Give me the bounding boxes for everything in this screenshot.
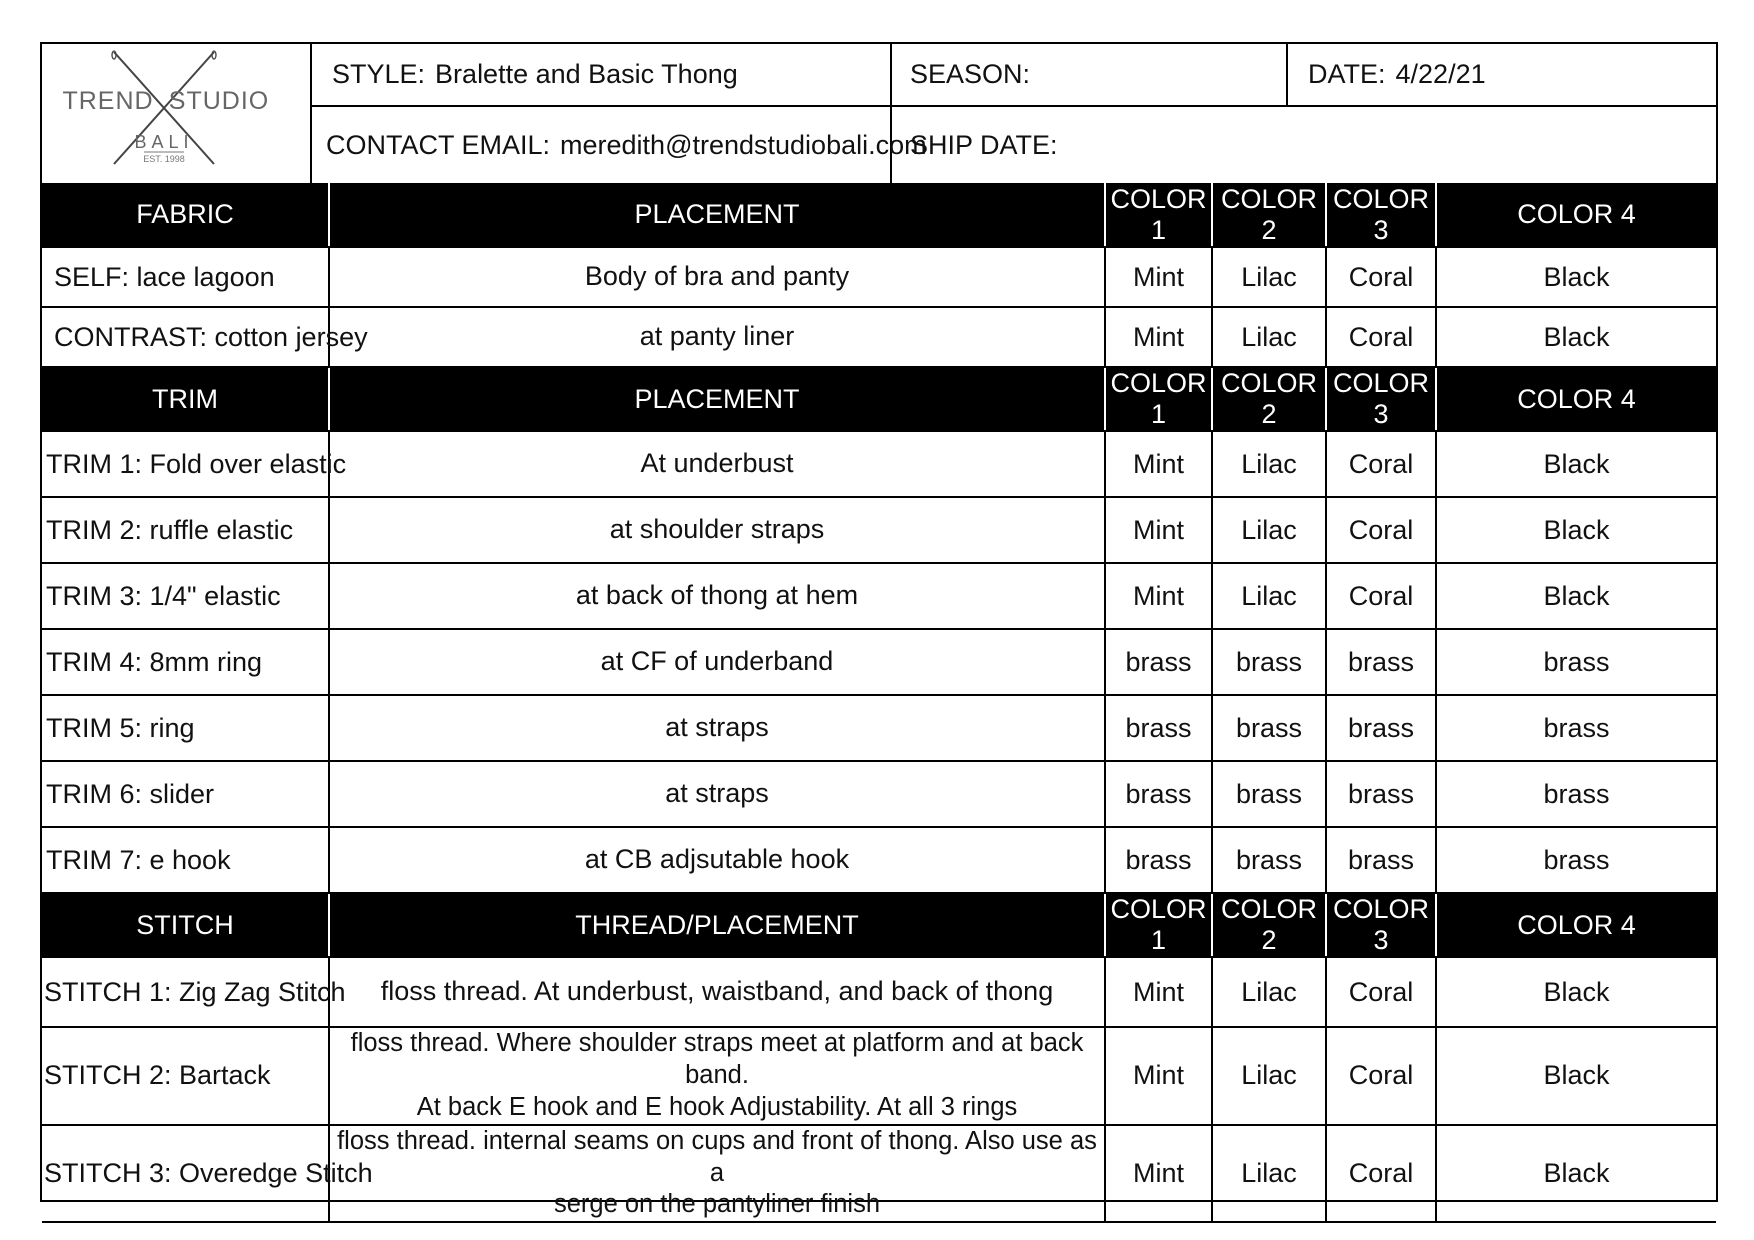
color-4: brass <box>1436 695 1716 761</box>
color-2: Lilac <box>1212 1027 1326 1125</box>
style-value: Bralette and Basic Thong <box>435 59 738 89</box>
header-cell: COLOR 4 <box>1436 893 1716 957</box>
color-4: Black <box>1436 957 1716 1027</box>
placement: at panty liner <box>329 307 1105 367</box>
bom-table <box>42 183 1716 1223</box>
color-4: Black <box>1436 1125 1716 1223</box>
header-cell: COLOR 2 <box>1212 893 1326 957</box>
placement: Body of bra and panty <box>329 247 1105 307</box>
table-row <box>42 761 1716 827</box>
table-row <box>42 957 1716 1027</box>
table-row <box>42 827 1716 893</box>
color-4: Black <box>1436 497 1716 563</box>
placement: floss thread. At underbust, waistband, and back of thong <box>329 957 1105 1027</box>
table-row <box>42 563 1716 629</box>
header-cell: COLOR 2 <box>1212 183 1326 247</box>
color-1: Mint <box>1105 1027 1212 1125</box>
spec-sheet <box>40 42 1718 1219</box>
color-1: Mint <box>1105 307 1212 367</box>
stitch-header-row <box>42 893 1716 957</box>
color-4: Black <box>1436 307 1716 367</box>
color-2: brass <box>1212 629 1326 695</box>
color-2: Lilac <box>1212 431 1326 497</box>
placement: at straps <box>329 695 1105 761</box>
header-cell: COLOR 3 <box>1326 367 1436 431</box>
season-label: SEASON: <box>910 59 1031 89</box>
crossed-needles-icon <box>42 44 308 181</box>
logo-text-studio: STUDIO <box>168 87 270 115</box>
fabric-header-row <box>42 183 1716 247</box>
color-4: Black <box>1436 563 1716 629</box>
item-name: SELF: lace lagoon <box>42 247 329 307</box>
color-2: brass <box>1212 695 1326 761</box>
logo-text-trend: TREND <box>62 87 154 115</box>
placement <box>329 1027 1105 1125</box>
item-name: TRIM 1: Fold over elastic <box>42 431 329 497</box>
header-cell: COLOR 4 <box>1436 367 1716 431</box>
color-3: Coral <box>1326 307 1436 367</box>
color-1: Mint <box>1105 563 1212 629</box>
header-cell: STITCH <box>42 893 329 957</box>
style-field <box>312 44 892 107</box>
color-4: Black <box>1436 247 1716 307</box>
color-1: brass <box>1105 695 1212 761</box>
item-name: STITCH 1: Zig Zag Stitch <box>42 957 329 1027</box>
table-row <box>42 629 1716 695</box>
header-cell: TRIM <box>42 367 329 431</box>
color-1: Mint <box>1105 957 1212 1027</box>
ship-date-field <box>892 107 1716 183</box>
placement: at CB adjsutable hook <box>329 827 1105 893</box>
header-cell: PLACEMENT <box>329 183 1105 247</box>
table-row <box>42 1125 1716 1223</box>
logo-text-est: EST. 1998 <box>143 154 185 164</box>
color-2: Lilac <box>1212 957 1326 1027</box>
placement: at straps <box>329 761 1105 827</box>
placement-line: At back E hook and E hook Adjustability. At all 3 rings <box>416 1092 1018 1121</box>
ship-date-label: SHIP DATE: <box>910 129 1058 160</box>
header-cell: COLOR 3 <box>1326 183 1436 247</box>
header-cell: THREAD/PLACEMENT <box>329 893 1105 957</box>
color-1: Mint <box>1105 431 1212 497</box>
color-1: brass <box>1105 629 1212 695</box>
date-field <box>1288 44 1716 107</box>
color-3: Coral <box>1326 563 1436 629</box>
color-3: Coral <box>1326 1027 1436 1125</box>
email-label: CONTACT EMAIL: <box>326 129 551 160</box>
color-1: Mint <box>1105 247 1212 307</box>
contact-email-field <box>312 107 927 183</box>
color-3: Coral <box>1326 497 1436 563</box>
table-row <box>42 695 1716 761</box>
color-1: Mint <box>1105 497 1212 563</box>
color-4: brass <box>1436 827 1716 893</box>
color-2: Lilac <box>1212 1125 1326 1223</box>
header-cell: COLOR 4 <box>1436 183 1716 247</box>
sheet-header <box>42 44 1716 183</box>
header-cell: COLOR 3 <box>1326 893 1436 957</box>
logo-text-bali: BALI <box>134 132 194 152</box>
table-row <box>42 307 1716 367</box>
placement: at shoulder straps <box>329 497 1105 563</box>
header-cell: FABRIC <box>42 183 329 247</box>
header-cell: COLOR 1 <box>1105 183 1212 247</box>
date-label: DATE: <box>1308 59 1386 89</box>
header-cell: COLOR 1 <box>1105 367 1212 431</box>
color-1: Mint <box>1105 1125 1212 1223</box>
table-row <box>42 1027 1716 1125</box>
header-cell: PLACEMENT <box>329 367 1105 431</box>
header-cell: COLOR 2 <box>1212 367 1326 431</box>
color-1: brass <box>1105 827 1212 893</box>
date-value: 4/22/21 <box>1395 59 1486 89</box>
placement: at back of thong at hem <box>329 563 1105 629</box>
placement-line: floss thread. internal seams on cups and front of thong. Also use as a <box>337 1126 1097 1187</box>
placement: At underbust <box>329 431 1105 497</box>
item-name: CONTRAST: cotton jersey <box>42 307 329 367</box>
color-3: brass <box>1326 827 1436 893</box>
color-2: brass <box>1212 827 1326 893</box>
color-4: Black <box>1436 1027 1716 1125</box>
color-2: Lilac <box>1212 497 1326 563</box>
placement-line: serge on the pantyliner finish <box>553 1190 881 1219</box>
item-name: TRIM 5: ring <box>42 695 329 761</box>
color-2: Lilac <box>1212 563 1326 629</box>
item-name: TRIM 4: 8mm ring <box>42 629 329 695</box>
color-2: brass <box>1212 761 1326 827</box>
color-1: brass <box>1105 761 1212 827</box>
placement-line: floss thread. Where shoulder straps meet at platform and at back band. <box>350 1029 1084 1089</box>
color-3: brass <box>1326 629 1436 695</box>
color-2: Lilac <box>1212 307 1326 367</box>
item-name: TRIM 2: ruffle elastic <box>42 497 329 563</box>
item-name: STITCH 2: Bartack <box>42 1027 329 1125</box>
trim-header-row <box>42 367 1716 431</box>
email-value: meredith@trendstudiobali.com <box>560 129 927 160</box>
placement <box>329 1125 1105 1223</box>
season-field <box>892 44 1288 107</box>
item-name: TRIM 7: e hook <box>42 827 329 893</box>
placement: at CF of underband <box>329 629 1105 695</box>
color-4: brass <box>1436 761 1716 827</box>
style-label: STYLE: <box>332 59 426 89</box>
color-3: Coral <box>1326 957 1436 1027</box>
color-3: brass <box>1326 761 1436 827</box>
item-name: TRIM 3: 1/4" elastic <box>42 563 329 629</box>
brand-logo <box>42 44 312 183</box>
item-name: TRIM 6: slider <box>42 761 329 827</box>
color-3: Coral <box>1326 431 1436 497</box>
color-3: Coral <box>1326 247 1436 307</box>
color-4: Black <box>1436 431 1716 497</box>
table-row <box>42 247 1716 307</box>
header-cell: COLOR 1 <box>1105 893 1212 957</box>
item-name: STITCH 3: Overedge Stitch <box>42 1125 329 1223</box>
color-3: Coral <box>1326 1125 1436 1223</box>
color-4: brass <box>1436 629 1716 695</box>
color-2: Lilac <box>1212 247 1326 307</box>
table-row <box>42 431 1716 497</box>
color-3: brass <box>1326 695 1436 761</box>
table-row <box>42 497 1716 563</box>
